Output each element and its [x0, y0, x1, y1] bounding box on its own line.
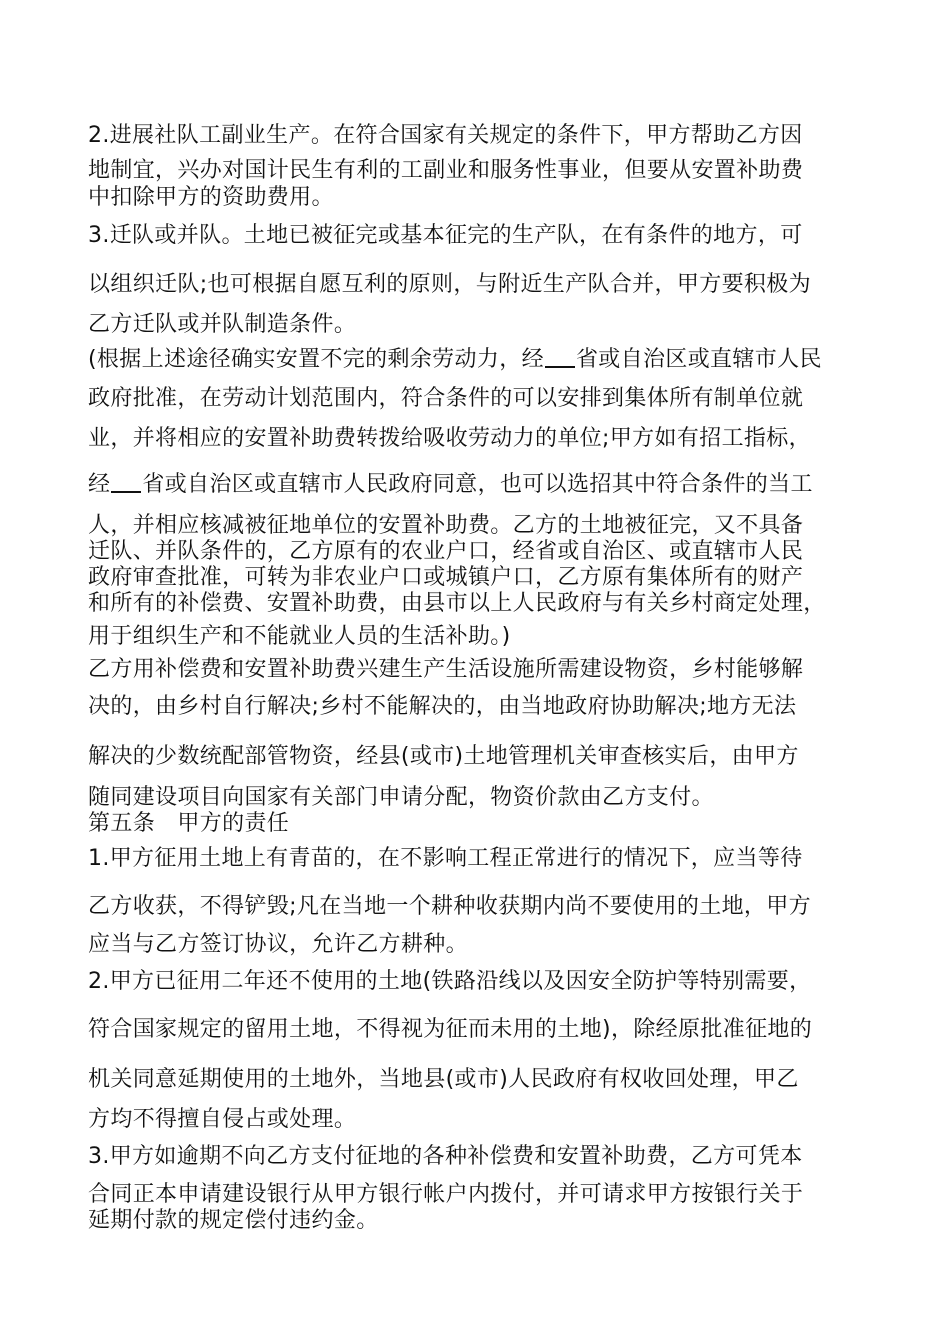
paragraph-line: 符合国家规定的留用土地，不得视为征而未用的土地)，除经原批准征地的 [88, 1017, 813, 1042]
paragraph-line: 3.甲方如逾期不向乙方支付征地的各种补偿费和安置补助费，乙方可凭本 [88, 1144, 803, 1169]
paragraph-line [88, 345, 822, 375]
fill-in-blank [111, 471, 141, 493]
text-segment: (根据上述途径确实安置不完的剩余劳动力，经 [88, 347, 544, 372]
paragraph-line: 合同正本申请建设银行从甲方银行帐户内拨付，并可请求甲方按银行关于 [88, 1182, 804, 1207]
paragraph-line: 政府批准，在劳动计划范围内，符合条件的可以安排到集体所有制单位就 [88, 386, 804, 411]
paragraph-line: 地制宜，兴办对国计民生有利的工副业和服务性事业，但要从安置补助费 [88, 158, 804, 183]
paragraph-line: 乙方用补偿费和安置补助费兴建生产生活设施所需建设物资，乡村能够解 [88, 657, 804, 682]
paragraph-line: 乙方迁队或并队制造条件。 [88, 312, 357, 337]
paragraph-line: 乙方收获，不得铲毁;凡在当地一个耕种收获期内尚不要使用的土地，甲方 [88, 894, 811, 919]
paragraph-line: 2.进展社队工副业生产。在符合国家有关规定的条件下，甲方帮助乙方因 [88, 123, 803, 148]
paragraph-line: 中扣除甲方的资助费用。 [88, 185, 334, 210]
fill-in-blank [545, 346, 575, 368]
paragraph-line: 应当与乙方签订协议，允许乙方耕种。 [88, 932, 468, 957]
paragraph-line: 和所有的补偿费、安置补助费，由县市以上人民政府与有关乡村商定处理， [88, 591, 826, 616]
paragraph-line: 2.甲方已征用二年还不使用的土地(铁路沿线以及因安全防护等特别需要， [88, 969, 812, 994]
paragraph-line: 延期付款的规定偿付违约金。 [88, 1208, 379, 1233]
paragraph-line: 决的，由乡村自行解决;乡村不能解决的，由当地政府协助解决;地方无法 [88, 694, 797, 719]
paragraph-line: 人，并相应核减被征地单位的安置补助费。乙方的土地被征完，又不具备 [88, 513, 804, 538]
paragraph-line: 业，并将相应的安置补助费转拨给吸收劳动力的单位;甲方如有招工指标， [88, 426, 811, 451]
text-segment: 省或自治区或直辖市人民政府同意，也可以选招其中符合条件的当工 [142, 472, 813, 497]
paragraph-line: 1.甲方征用土地上有青苗的，在不影响工程正常进行的情况下，应当等待 [88, 846, 803, 871]
paragraph-line [88, 470, 813, 500]
paragraph-line: 迁队、并队条件的，乙方原有的农业户口，经省或自治区、或直辖市人民 [88, 539, 804, 564]
paragraph-line: 解决的少数统配部管物资，经县(或市)土地管理机关审查核实后，由甲方 [88, 744, 799, 769]
paragraph-line: 机关同意延期使用的土地外，当地县(或市)人民政府有权收回处理，甲乙 [88, 1067, 799, 1092]
text-segment: 经 [88, 472, 111, 497]
paragraph-line: 政府审查批准，可转为非农业户口或城镇户口，乙方原有集体所有的财产 [88, 565, 804, 590]
section-heading: 第五条 甲方的责任 [88, 811, 290, 836]
paragraph-line: 以组织迁队;也可根据自愿互利的原则，与附近生产队合并，甲方要积极为 [88, 272, 811, 297]
paragraph-line: 3.迁队或并队。土地已被征完或基本征完的生产队，在有条件的地方，可 [88, 223, 803, 248]
paragraph-line: 用于组织生产和不能就业人员的生活补助。) [88, 624, 511, 649]
paragraph-line: 方均不得擅自侵占或处理。 [88, 1107, 357, 1132]
text-segment: 省或自治区或直辖市人民 [575, 347, 822, 372]
paragraph-line: 随同建设项目向国家有关部门申请分配，物资价款由乙方支付。 [88, 785, 714, 810]
